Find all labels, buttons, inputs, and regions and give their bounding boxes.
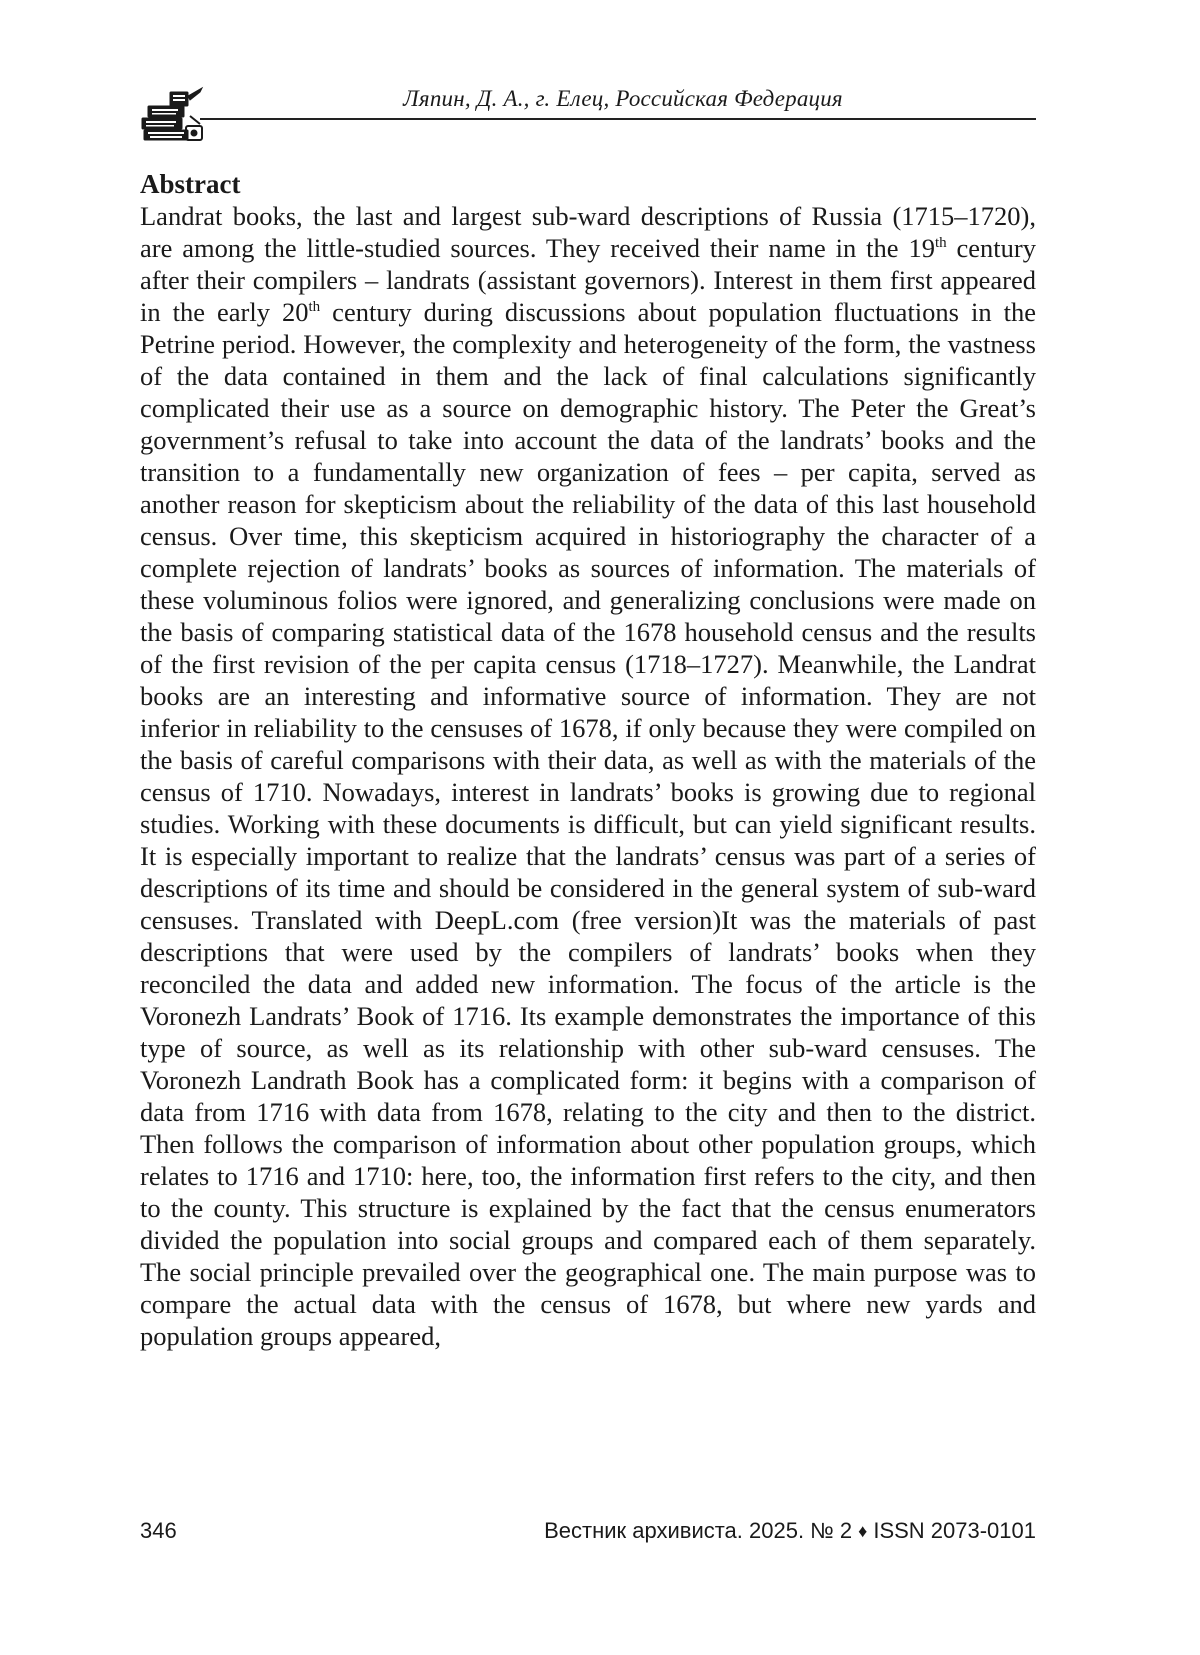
issn: ISSN 2073-0101 <box>873 1518 1036 1543</box>
abstract-heading: Abstract <box>140 169 241 199</box>
books-logo-icon <box>140 86 206 146</box>
page-header <box>140 80 1036 150</box>
page-footer <box>140 1518 1036 1548</box>
page-number: 346 <box>140 1518 177 1543</box>
journal-title: Вестник архивиста. 2025. № 2 <box>544 1518 853 1543</box>
header-rule <box>200 118 1036 120</box>
abstract-text-part-1: Landrat books, the last and largest sub-ward descriptions of Russia (1715–1720), are among the little-studied sources. They received their name in the 19 <box>140 201 1036 263</box>
journal-info <box>544 1518 1036 1544</box>
article-content <box>140 168 1036 1352</box>
running-head: Ляпин, Д. А., г. Елец, Российская Федерация <box>403 86 843 111</box>
ordinal-suffix-1: th <box>934 235 947 252</box>
abstract-body <box>140 200 1036 1352</box>
ordinal-suffix-2: th <box>308 299 321 316</box>
abstract-text-part-2: century after their compilers – landrats (assistant governors). Interest in them first appeared in the early 20 <box>140 233 1036 327</box>
diamond-separator: ♦ <box>858 1521 868 1541</box>
abstract-text-part-3: century during discussions about population fluctuations in the Petrine period. However, the complexity and heterogeneity of the form, the vastness of the data contained in them and the lack of final calculations significantly complicated their use as a source on demographic history. The Peter the Great’s government’s refusal to take into account the data of the landrats’ books and the transition to a fundamentally new organization of fees – per capita, served as another reason for skepticism about the reliability of the data of this last household census. Over time, this skepticism acquired in historiography the character of a complete rejection of landrats’ books as sources of information. The materials of these voluminous folios were ignored, and generalizing conclusions were made on the basis of comparing statistical data of the 1678 household census and the results of the first revision of the per capita census (1718–1727). Meanwhile, the Landrat books are an interesting and informative source of information. They are not inferior in reliability to the censuses of 1678, if only because they were compiled on the basis of careful comparisons with their data, as well as with the materials of the census of 1710. Nowadays, interest in landrats’ books is growing due to regional studies. Working with these documents is difficult, but can yield significant results. It is especially important to realize that the landrats’ census was part of a series of descriptions of its time and should be considered in the general system of sub-ward censuses. Translated with DeepL.com (free version)It was the materials of past descriptions that were used by the compilers of landrats’ books when they reconciled the data and added new information. The focus of the article is the Voronezh Landrats’ Book of 1716. Its example demonstrates the importance of this type of source, as well as its relationship with other sub-ward censuses. The Voronezh Landrath Book has a complicated form: it begins with a comparison of data from 1716 with data from 1678, relating to the city and then to the district. Then follows the comparison of information about other population groups, which relates to 1716 and 1710: here, too, the information first refers to the city, and then to the county. This structure is explained by the fact that the census enumerators divided the population into social groups and compared each of them separately. The social principle prevailed over the geographical one. The main purpose was to compare the actual data with the census of 1678, but where new yards and population groups appeared, <box>140 297 1036 1351</box>
